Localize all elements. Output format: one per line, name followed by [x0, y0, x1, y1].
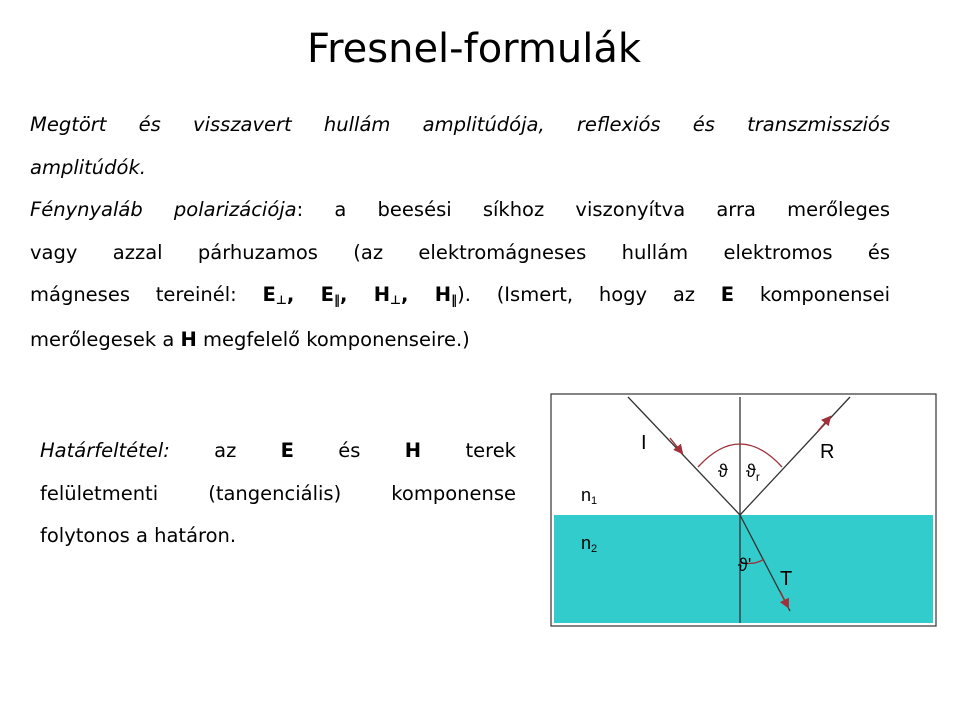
intro-line-2-text: amplitúdók. [30, 155, 146, 179]
label-theta-t: ϑ' [738, 555, 752, 575]
refraction-diagram [550, 393, 938, 629]
condition-text-c: terek [421, 439, 516, 462]
fields-suffix: ). (Ismert, hogy az [457, 283, 721, 306]
intro-line-4: vagy azzal párhuzamos (az elektromágneses hullám elektromos és [30, 240, 890, 264]
label-theta-r: $ϑ_r$ [746, 461, 760, 484]
comma-3: , [401, 283, 435, 306]
boundary-condition [40, 430, 516, 558]
label-n2: n2 [581, 533, 598, 555]
condition-h: H [404, 439, 422, 462]
intro-paragraph [30, 104, 890, 361]
condition-line-1 [40, 430, 516, 473]
condition-line-2: felületmenti (tangenciális) komponense [40, 481, 516, 505]
label-T: T [780, 568, 793, 590]
label-R: R [820, 441, 835, 463]
condition-text-b: és [293, 439, 405, 462]
e-word: E [720, 283, 735, 306]
e-par: E‖ [320, 283, 340, 307]
intro-line-1 [30, 104, 890, 147]
label-I: I [641, 432, 647, 454]
label-theta: ϑ [718, 461, 728, 481]
condition-term: Határfeltétel: [40, 439, 170, 462]
intro-line-6 [30, 319, 890, 362]
comma-2: , [339, 283, 374, 306]
condition-e: E [280, 439, 294, 462]
intro-line-2 [30, 147, 890, 190]
polarization-text: : a beesési síkhoz viszonyítva arra merőleges [296, 198, 890, 221]
h-par: H‖ [434, 283, 458, 307]
polarization-term: Fénynyaláb polarizációja [30, 198, 297, 221]
polarization-line [30, 189, 890, 232]
label-n1: n1 [581, 485, 598, 507]
fields-prefix: mágneses tereinél: [30, 283, 263, 306]
intro-line-1-text: Megtört és visszavert hullám amplitúdója, reflexiós és transzmissziós [30, 113, 890, 136]
condition-text-a: az [169, 439, 281, 462]
condition-line-3: folytonos a határon. [40, 524, 237, 547]
slide-title: Fresnel-formulák [306, 26, 642, 72]
e-perp: E⊥ [262, 283, 287, 307]
comma-1: , [286, 283, 321, 306]
fields-line [30, 274, 890, 319]
fields-suffix-2: komponensei [734, 283, 891, 306]
line-6-prefix: merőlegesek a [30, 327, 181, 351]
line-6-suffix: megfelelő komponenseire.) [196, 327, 470, 351]
h-perp: H⊥ [373, 283, 402, 307]
h-word: H [180, 327, 197, 351]
